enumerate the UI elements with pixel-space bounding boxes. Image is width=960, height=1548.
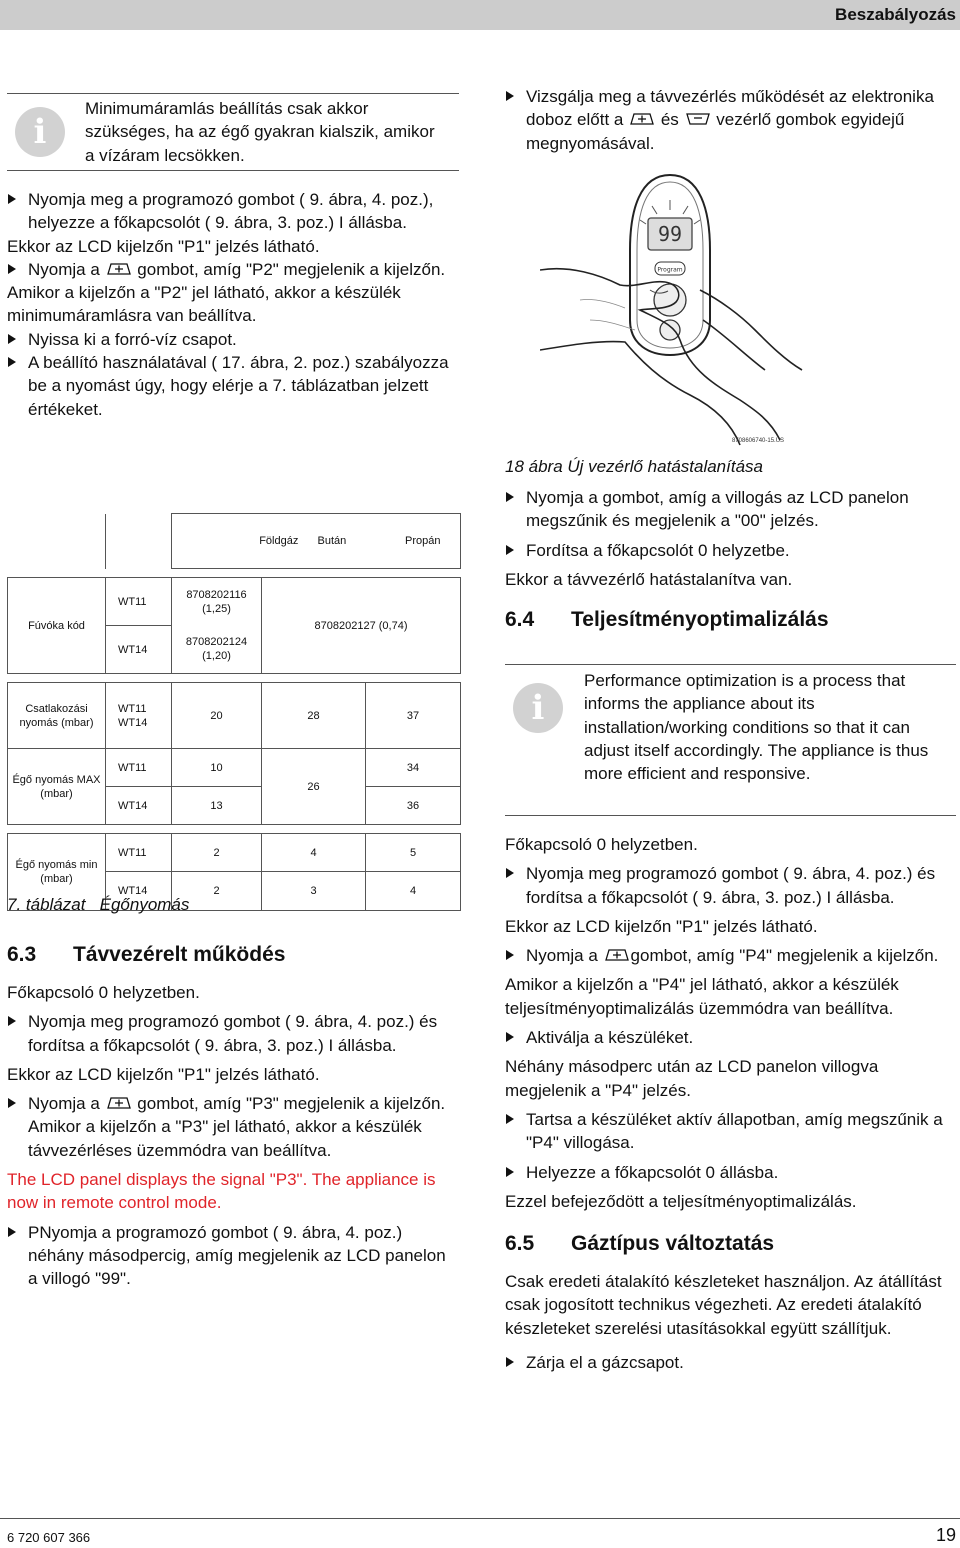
step-text-b: gombot, amíg "P4" megjelenik a kijelzőn. [630,946,939,966]
remote-mode-note-red: The LCD panel displays the signal "P3". The appliance is now in remote control mode. [7,1170,436,1213]
step-press-program: Nyomja meg a programozó gombot ( 9. ábra, 4. poz.), helyezze a főkapcsolót ( 9. ábra, 3. poz.) I állásba. [7,188,459,235]
row-label-fuvoka: Fúvóka kód [8,578,106,674]
row-label-max: Égő nyomás MAX (mbar) [8,749,106,825]
section-6-3 [7,942,459,1291]
step-text-b: gombot, amíg "P2" megjelenik a kijelzőn. [137,259,446,279]
cell-min-fg-wt11: 2 [172,834,262,872]
step-press-program-64: Nyomja meg programozó gombot ( 9. ábra, 4. poz.) és fordítsa a főkapcsolót ( 9. ábra, 3. poz.) I állásba. [505,862,955,909]
figure-code: 8708606740-15.US [732,438,785,444]
cell-min-bu-wt11: 4 [262,834,366,872]
program-button-label: Program [657,266,683,274]
step-text-a: Vizsgálja meg a távvezérlés működését az elektronika doboz előtt a [526,87,934,130]
p4-note: Amikor a kijelzőn a "P4" jel látható, akkor a készülék teljesítményoptimalizálás üzemmódra van beállítva. [505,975,899,1018]
plus-button-icon [605,947,629,963]
info-box-min-flow [7,93,459,171]
footer-divider [0,1518,960,1519]
table-caption: 7. táblázat Égőnyomás [7,895,190,914]
cell-max-pr-wt11: 34 [366,749,461,787]
step-press-until-00: Nyomja a gombot, amíg a villogás az LCD panelon megszűnik és megjelenik a "00" jelzés. [505,486,955,533]
step-open-tap: Nyissa ki a forró-víz csapot. [7,328,459,351]
header-propan [317,514,461,569]
step-press-plus-p2 [7,258,459,281]
cell-max-wt14: WT14 [106,787,172,825]
footer-doc-number: 6 720 607 366 [7,1530,91,1545]
cell-min-bu-wt14: 3 [262,872,366,911]
remote-display-digits: 99 [657,222,683,246]
cell-max-pr-wt14: 36 [366,787,461,825]
main-switch-note: Főkapcsoló 0 helyzetben. [7,983,200,1002]
cell-wt11: WT11 [106,578,172,626]
cell-max-fg-wt14: 13 [172,787,262,825]
cell-min-fg-wt14: 2 [172,872,262,911]
cell-csatl-butan: 28 [262,683,366,749]
cell-csatl-foldgaz: 20 [172,683,262,749]
step-text-a: Nyomja a [28,1094,100,1114]
step-text-b: és [660,110,679,130]
conversion-kit-note: Csak eredeti átalakító készleteket használjon. Az átállítást csak jogosított technikus végezheti. Az eredeti átalakító készleteket szerelési utasításokkal együtt szállítjuk. [505,1272,942,1338]
right-text-block-3 [505,833,955,1374]
header-propan-label: Propán [405,535,441,547]
section-heading-6-5 [505,1231,955,1257]
cell-max-butan: 26 [262,749,366,825]
step-close-gas: Zárja el a gázcsapot. [505,1351,955,1374]
heading-title: Teljesítményoptimalizálás [571,608,829,632]
cell-butan-propan-nozzle: 8708202127 (0,74) [262,578,461,674]
page-section-title: Beszabályozás [835,5,956,24]
step-text-c: vezérlő gombok egyidejű megnyomásával. [526,110,905,153]
minus-button-icon [686,111,710,127]
main-switch-note: Főkapcsoló 0 helyzetben. [505,835,698,854]
heading-title: Távvezérelt működés [73,943,286,966]
step-press-plus-p4 [505,944,955,967]
info-icon [513,683,563,733]
step-keep-active: Tartsa a készüléket aktív állapotban, amíg megszűnik a "P4" villogása. [505,1108,955,1155]
figure-18-caption: 18 ábra Új vezérlő hatástalanítása [505,457,763,476]
plus-button-icon [630,111,654,127]
step-text-a: Nyomja a [526,946,598,966]
heading-number: 6.4 [505,608,535,632]
step-adjust-pressure: A beállító használatával ( 17. ábra, 2. poz.) szabályozza be a nyomást úgy, hogy elérje a 7. táblázatban jelzett értékeket. [7,351,459,421]
right-text-block-1 [505,85,955,155]
heading-title: Gáztípus változtatás [571,1232,775,1256]
cell-max-wt11: WT11 [106,749,172,787]
step-text-b: gombot, amíg "P3" megjelenik a kijelzőn. Amikor a kijelzőn a "P3" jel látható, akkor a készülék távvezérléses üzemmódra van beállítva. [28,1094,446,1160]
p4-blink-note: Néhány másodperc után az LCD panelon villogva megjelenik a "P4" jelzés. [505,1057,879,1100]
header-foldgaz: Földgáz [172,514,366,569]
remote-disabled-note: Ekkor a távvezérlő hatástalanítva van. [505,569,793,589]
info-text: Minimumáramlás beállítás csak akkor szükséges, ha az égő gyakran kialszik, amikor a vízáram lecsökken. [85,99,435,165]
info-icon [15,107,65,157]
lcd-p1-note-63: Ekkor az LCD kijelzőn "P1" jelzés látható. [7,1064,320,1084]
cell-min-wt11: WT11 [106,834,172,872]
lcd-p1-note-64: Ekkor az LCD kijelzőn "P1" jelzés látható. [505,916,818,936]
step-text-a: Nyomja a [28,259,100,279]
step-hold-program: PNyomja a programozó gombot ( 9. ábra, 4. poz.) néhány másodpercig, amíg megjelenik az LCD panelon a villogó "99". [7,1221,459,1291]
cell-wt14: WT14 [106,626,172,674]
plus-button-icon [107,261,131,277]
heading-number: 6.3 [7,943,37,966]
cell-min-wt14: WT14 [106,872,172,911]
cell-csatl-propan: 37 [366,683,461,749]
table-empty-corner [8,514,106,569]
info-text: Performance optimization is a process that informs the appliance about its installation/working conditions so that it can adjust itself accordingly. The appliance is thus more efficient and responsive. [584,671,929,784]
info-box-performance [505,664,956,816]
plus-button-icon [107,1095,131,1111]
cell-min-pr-wt11: 5 [366,834,461,872]
step-activate: Aktiválja a készüléket. [505,1026,955,1049]
section-heading-6-3 [7,942,459,968]
section-heading-6-4 [505,607,955,633]
figure-18-remote-hand [540,170,810,450]
cell-max-fg-wt11: 10 [172,749,262,787]
cell-min-pr-wt14: 4 [366,872,461,911]
header-butan: Bután [317,535,347,547]
lcd-p1-note: Ekkor az LCD kijelzőn "P1" jelzés látható. [7,236,320,256]
step-test-remote [505,85,955,155]
step-press-program-63: Nyomja meg programozó gombot ( 9. ábra, 4. poz.) és fordítsa a főkapcsolót ( 9. ábra, 3. poz.) I állásba. [7,1010,459,1057]
step-press-plus-p3 [7,1092,459,1162]
step-switch-off: Fordítsa a főkapcsolót 0 helyzetbe. [505,539,955,562]
p2-note: Amikor a kijelzőn a "P2" jel látható, akkor a készülék minimumáramlásra van beállítva. [7,283,401,326]
remote-hand-illustration [540,170,810,450]
cell-wt11-wt14: WT11 WT14 [106,683,172,749]
right-text-block-2 [505,486,955,633]
row-label-csatlakozasi: Csatlakozási nyomás (mbar) [8,683,106,749]
left-text-block-1 [7,188,459,421]
heading-number: 6.5 [505,1232,535,1256]
cell-fg-wt11: 8708202116 (1,25) [172,578,262,626]
step-switch-off-64: Helyezze a főkapcsolót 0 állásba. [505,1161,955,1184]
burner-pressure-table [7,513,461,911]
header-bar [0,0,960,30]
optimization-done-note: Ezzel befejeződött a teljesítményoptimalizálás. [505,1191,857,1211]
row-label-min: Égő nyomás min (mbar) [8,834,106,911]
table-empty-corner [106,514,172,569]
footer-page-number: 19 [935,1525,956,1545]
cell-fg-wt14: 8708202124 (1,20) [172,626,262,674]
